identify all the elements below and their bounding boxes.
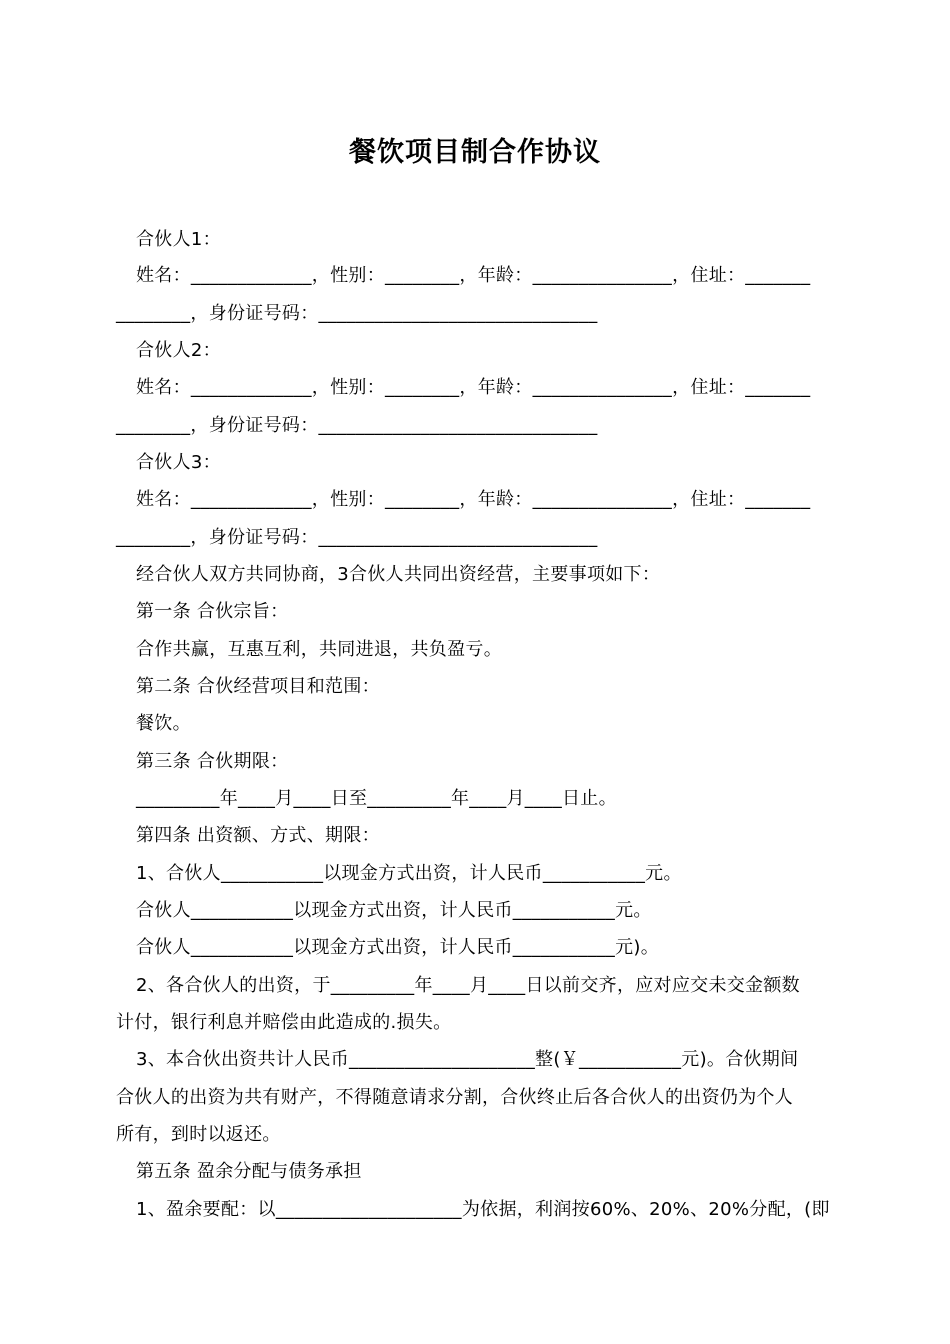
article-4-item-3-line-1: 3、本合伙出资共计人民币____________________整(￥___________元)。合伙期间: [136, 1049, 799, 1070]
article-5-item-1: 1、盈余要配：以____________________为依据，利润按60%、20%、20%分配，(即: [136, 1199, 830, 1220]
article-4-item-1: 1、合伙人___________以现金方式出资，计人民币___________元。: [136, 863, 682, 884]
partner-1-info-line: 姓名：_____________，性别：________，年龄：_______________，住址：_______: [136, 265, 811, 286]
partner-1-heading: 合伙人1：: [136, 229, 221, 250]
partner-3-id-line: ________，身份证号码：______________________________: [116, 527, 598, 548]
article-4-heading: 第四条 出资额、方式、期限：: [136, 825, 380, 846]
partner-3-heading: 合伙人3：: [136, 452, 221, 473]
article-2-heading: 第二条 合伙经营项目和范围：: [136, 676, 380, 697]
partner-3-info-line: 姓名：_____________，性别：________，年龄：_______________，住址：_______: [136, 489, 811, 510]
article-4-item-2-line-2: 计付，银行利息并赔偿由此造成的.损失。: [116, 1012, 452, 1033]
article-4-item-1-partner-3: 合伙人___________以现金方式出资，计人民币___________元)。: [136, 937, 660, 958]
document-title: 餐饮项目制合作协议: [349, 137, 601, 168]
partner-2-id-line: ________，身份证号码：______________________________: [116, 415, 598, 436]
article-1-text: 合作共赢，互惠互利，共同进退，共负盈亏。: [136, 639, 502, 660]
partner-2-heading: 合伙人2：: [136, 340, 221, 361]
article-4-item-2-line-1: 2、各合伙人的出资，于_________年____月____日以前交齐，应对应交未交金额数: [136, 975, 800, 996]
partner-1-id-line: ________，身份证号码：______________________________: [116, 303, 598, 324]
article-2-text: 餐饮。: [136, 713, 191, 734]
article-5-heading: 第五条 盈余分配与债务承担: [136, 1161, 362, 1182]
article-3-term-line: _________年____月____日至_________年____月____日止。: [136, 788, 617, 809]
article-4-item-3-line-2: 合伙人的出资为共有财产，不得随意请求分割，合伙终止后各合伙人的出资仍为个人: [116, 1087, 794, 1108]
article-3-heading: 第三条 合伙期限：: [136, 751, 289, 772]
article-4-item-3-line-3: 所有，到时以返还。: [116, 1124, 281, 1145]
partner-2-info-line: 姓名：_____________，性别：________，年龄：_______________，住址：_______: [136, 377, 811, 398]
article-1-heading: 第一条 合伙宗旨：: [136, 601, 289, 622]
intro-paragraph: 经合伙人双方共同协商，3合伙人共同出资经营，主要事项如下：: [136, 564, 661, 585]
article-4-item-1-partner-2: 合伙人___________以现金方式出资，计人民币___________元。: [136, 900, 652, 921]
